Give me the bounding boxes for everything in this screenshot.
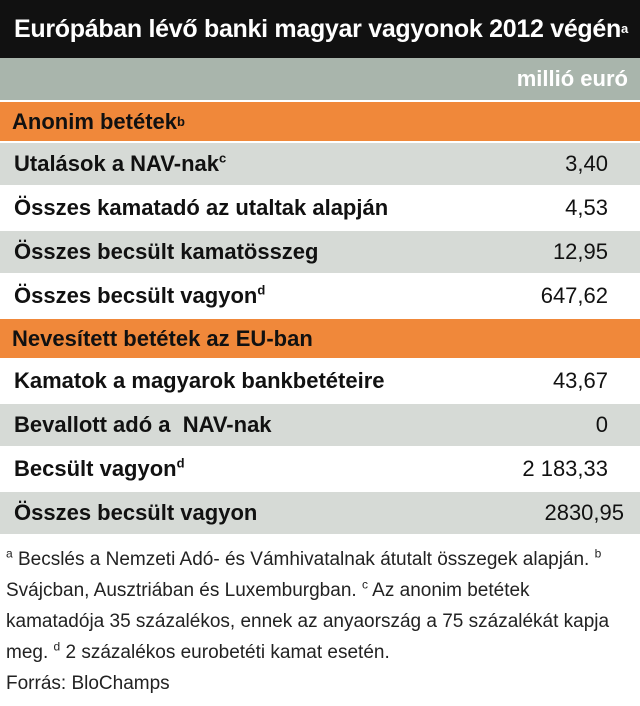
row-value: 2 183,33 xyxy=(522,456,608,481)
section-header-anonymous-deposits: Anonim betétek b xyxy=(0,102,640,143)
section-header-named-deposits xyxy=(0,319,640,360)
total-value: 2830,95 xyxy=(544,500,624,525)
row-footnote-mark: d xyxy=(257,282,266,298)
table-row xyxy=(0,360,640,404)
row-label: Összes becsült kamatösszeg xyxy=(14,239,319,264)
table-row xyxy=(0,275,640,319)
row-label-text: Utalások a NAV-nak xyxy=(14,151,220,176)
table-row xyxy=(0,231,640,275)
row-footnote-mark: c xyxy=(219,150,227,166)
row-label-text: Becsült vagyon xyxy=(14,456,177,481)
footnote-a-text: Becslés a Nemzeti Adó- és Vámhivatalnak átutalt összegek alapján. xyxy=(12,549,595,570)
section-label: Nevesített betétek az EU-ban xyxy=(12,325,313,351)
footnote-mark-d: d xyxy=(53,639,61,654)
row-label-text: Összes becsült vagyon xyxy=(14,283,258,308)
table-title: Európában lévő banki magyar vagyonok 2012 végén a xyxy=(0,0,640,58)
row-value: 3,40 xyxy=(565,151,608,176)
total-label: Összes becsült vagyon xyxy=(14,500,258,525)
unit-label: millió euró xyxy=(516,66,628,91)
row-value: 43,67 xyxy=(552,368,608,393)
table-row xyxy=(0,448,640,492)
row-value: 4,53 xyxy=(565,195,608,220)
title-text: Európában lévő banki magyar vagyonok 2012 végén xyxy=(14,14,621,43)
total-row xyxy=(0,492,640,536)
footnote-mark-a: a xyxy=(6,546,13,561)
table-row xyxy=(0,404,640,448)
source-text: Forrás: BloChamps xyxy=(6,673,170,694)
row-value: 12,95 xyxy=(552,239,608,264)
row-value: 647,62 xyxy=(540,283,608,308)
footnote-c-text: Az anonim betétek kamatadója 35 százalékos, ennek az anyaország a 75 százalékát kapja meg. xyxy=(6,580,610,663)
section-label: Anonim betétek xyxy=(12,108,178,134)
row-label xyxy=(14,283,265,309)
unit-header xyxy=(0,58,640,102)
row-label: Bevallott adó a NAV-nak xyxy=(14,412,272,437)
row-value: 0 xyxy=(595,412,608,437)
row-label: Kamatok a magyarok bankbetéteire xyxy=(14,368,385,393)
row-footnote-mark: d xyxy=(176,455,185,471)
table-row xyxy=(0,143,640,187)
table-row xyxy=(0,187,640,231)
footnote-b-text: Svájcban, Ausztriában és Luxemburgban. xyxy=(6,580,362,601)
footnote-mark-c: c xyxy=(361,577,368,592)
row-label: Összes kamatadó az utaltak alapján xyxy=(14,195,389,220)
row-label xyxy=(14,151,226,177)
row-label xyxy=(14,456,185,482)
footnote-mark-b: b xyxy=(594,546,602,561)
footnotes xyxy=(0,536,640,699)
footnote-d-text: 2 százalékos eurobetéti kamat esetén. xyxy=(60,642,390,663)
